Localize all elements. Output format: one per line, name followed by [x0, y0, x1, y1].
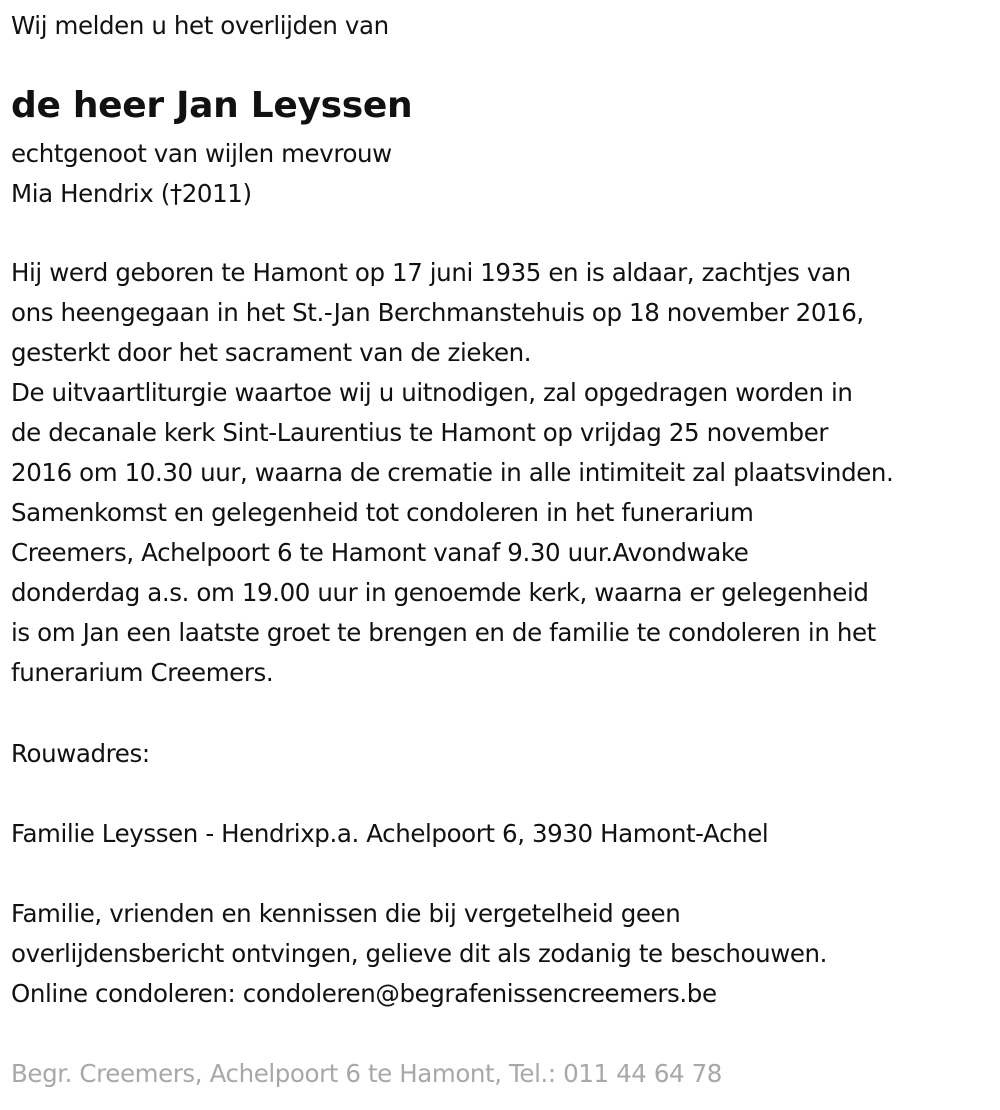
intro-text: Wij melden u het overlijden van: [11, 11, 389, 40]
body-line: funerarium Creemers.: [11, 658, 274, 687]
funeral-home-footer: Begr. Creemers, Achelpoort 6 te Hamont, Tel.: 011 44 64 78: [11, 1059, 722, 1088]
body-line: Hij werd geboren te Hamont op 17 juni 1935 en is aldaar, zachtjes van: [11, 258, 851, 287]
body-line: de decanale kerk Sint-Laurentius te Hamont op vrijdag 25 november: [11, 418, 829, 447]
closing-line: overlijdensbericht ontvingen, gelieve dit als zodanig te beschouwen.: [11, 939, 828, 968]
body-line: donderdag a.s. om 19.00 uur in genoemde kerk, waarna er gelegenheid: [11, 578, 869, 607]
spouse-block: [11, 134, 392, 214]
notice-body: [11, 253, 893, 693]
online-condolence-line: Online condoleren: condoleren@begrafenissencreemers.be: [11, 979, 717, 1008]
closing-line: Familie, vrienden en kennissen die bij vergetelheid geen: [11, 899, 681, 928]
spouse-line: Mia Hendrix (†2011): [11, 179, 252, 208]
body-line: De uitvaartliturgie waartoe wij u uitnodigen, zal opgedragen worden in: [11, 378, 853, 407]
body-line: ons heengegaan in het St.-Jan Berchmanstehuis op 18 november 2016,: [11, 298, 864, 327]
closing-block: [11, 894, 827, 1014]
mourning-address-label: Rouwadres:: [11, 739, 150, 768]
spouse-line: echtgenoot van wijlen mevrouw: [11, 139, 392, 168]
body-line: Creemers, Achelpoort 6 te Hamont vanaf 9.30 uur.Avondwake: [11, 538, 749, 567]
body-line: 2016 om 10.30 uur, waarna de crematie in alle intimiteit zal plaatsvinden.: [11, 458, 894, 487]
body-line: Samenkomst en gelegenheid tot condoleren in het funerarium: [11, 498, 754, 527]
deceased-name: de heer Jan Leyssen: [11, 85, 413, 126]
mourning-address: Familie Leyssen - Hendrixp.a. Achelpoort 6, 3930 Hamont-Achel: [11, 819, 769, 848]
body-line: is om Jan een laatste groet te brengen en de familie te condoleren in het: [11, 618, 876, 647]
body-line: gesterkt door het sacrament van de zieken.: [11, 338, 532, 367]
